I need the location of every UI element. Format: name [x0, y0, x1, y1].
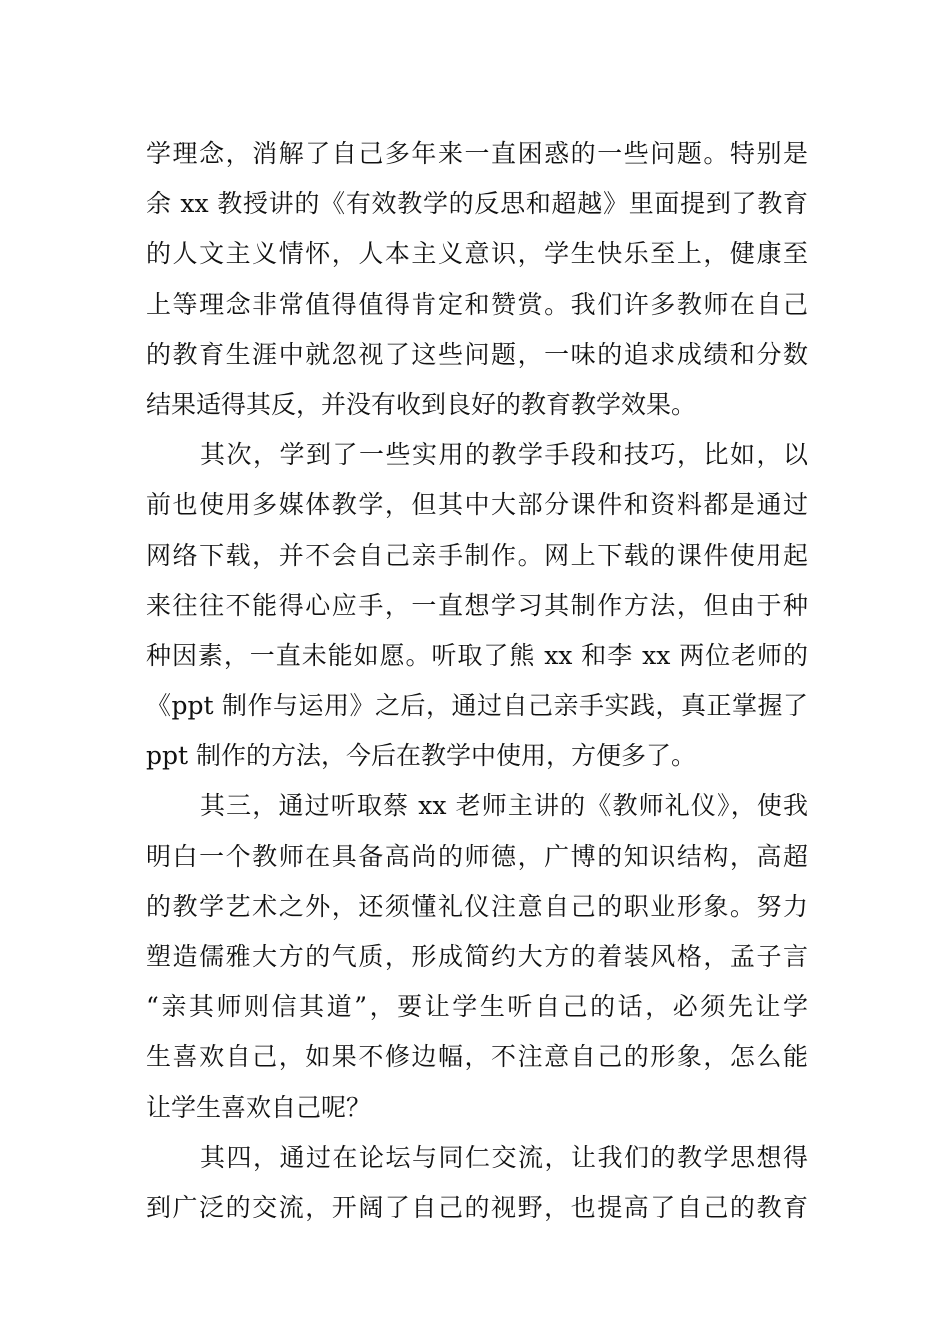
text-line-2: 余 xx 教授讲的《有效教学的反思和超越》里面提到了教育 — [146, 189, 808, 219]
text-line-22: 到广泛的交流，开阔了自己的视野，也提高了自己的教育 — [146, 1192, 808, 1222]
text-line-8: 前也使用多媒体教学，但其中大部分课件和资料都是通过 — [146, 490, 808, 520]
text-line-5: 的教育生涯中就忽视了这些问题，一味的追求成绩和分数 — [146, 339, 808, 369]
text-line-15: 明白一个教师在具备高尚的师德，广博的知识结构，高超 — [146, 841, 808, 871]
text-line-3: 的人文主义情怀，人本主义意识，学生快乐至上，健康至 — [146, 239, 808, 269]
document-body — [146, 129, 808, 1233]
text-line-18: “亲其师则信其道”，要让学生听自己的话，必须先让学 — [146, 992, 808, 1022]
text-line-1: 学理念，消解了自己多年来一直困惑的一些问题。特别是 — [146, 139, 808, 168]
text-line-6: 结果适得其反，并没有收到良好的教育教学效果。 — [146, 389, 697, 419]
text-line-12: 《ppt 制作与运用》之后，通过自己亲手实践，真正掌握了 — [146, 691, 808, 721]
text-line-21: 其四，通过在论坛与同仁交流，让我们的教学思想得 — [200, 1142, 808, 1172]
text-line-20: 让学生喜欢自己呢？ — [146, 1092, 372, 1122]
text-line-17: 塑造儒雅大方的气质，形成简约大方的着装风格，孟子言 — [146, 942, 808, 971]
text-line-10: 来往往不能得心应手，一直想学习其制作方法，但由于种 — [146, 590, 808, 620]
text-line-13: ppt 制作的方法，今后在教学中使用，方便多了。 — [146, 741, 697, 771]
text-line-4: 上等理念非常值得值得肯定和赞赏。我们许多教师在自己 — [146, 289, 808, 319]
text-line-19: 生喜欢自己，如果不修边幅，不注意自己的形象，怎么能 — [146, 1042, 808, 1072]
text-line-16: 的教学艺术之外，还须懂礼仪注意自己的职业形象。努力 — [146, 891, 808, 921]
text-line-9: 网络下载，并不会自己亲手制作。网上下载的课件使用起 — [146, 540, 808, 570]
text-line-11: 种因素，一直未能如愿。听取了熊 xx 和李 xx 两位老师的 — [146, 640, 808, 670]
text-line-14: 其三，通过听取蔡 xx 老师主讲的《教师礼仪》，使我 — [200, 791, 808, 821]
text-line-7: 其次，学到了一些实用的教学手段和技巧，比如，以 — [200, 440, 808, 470]
